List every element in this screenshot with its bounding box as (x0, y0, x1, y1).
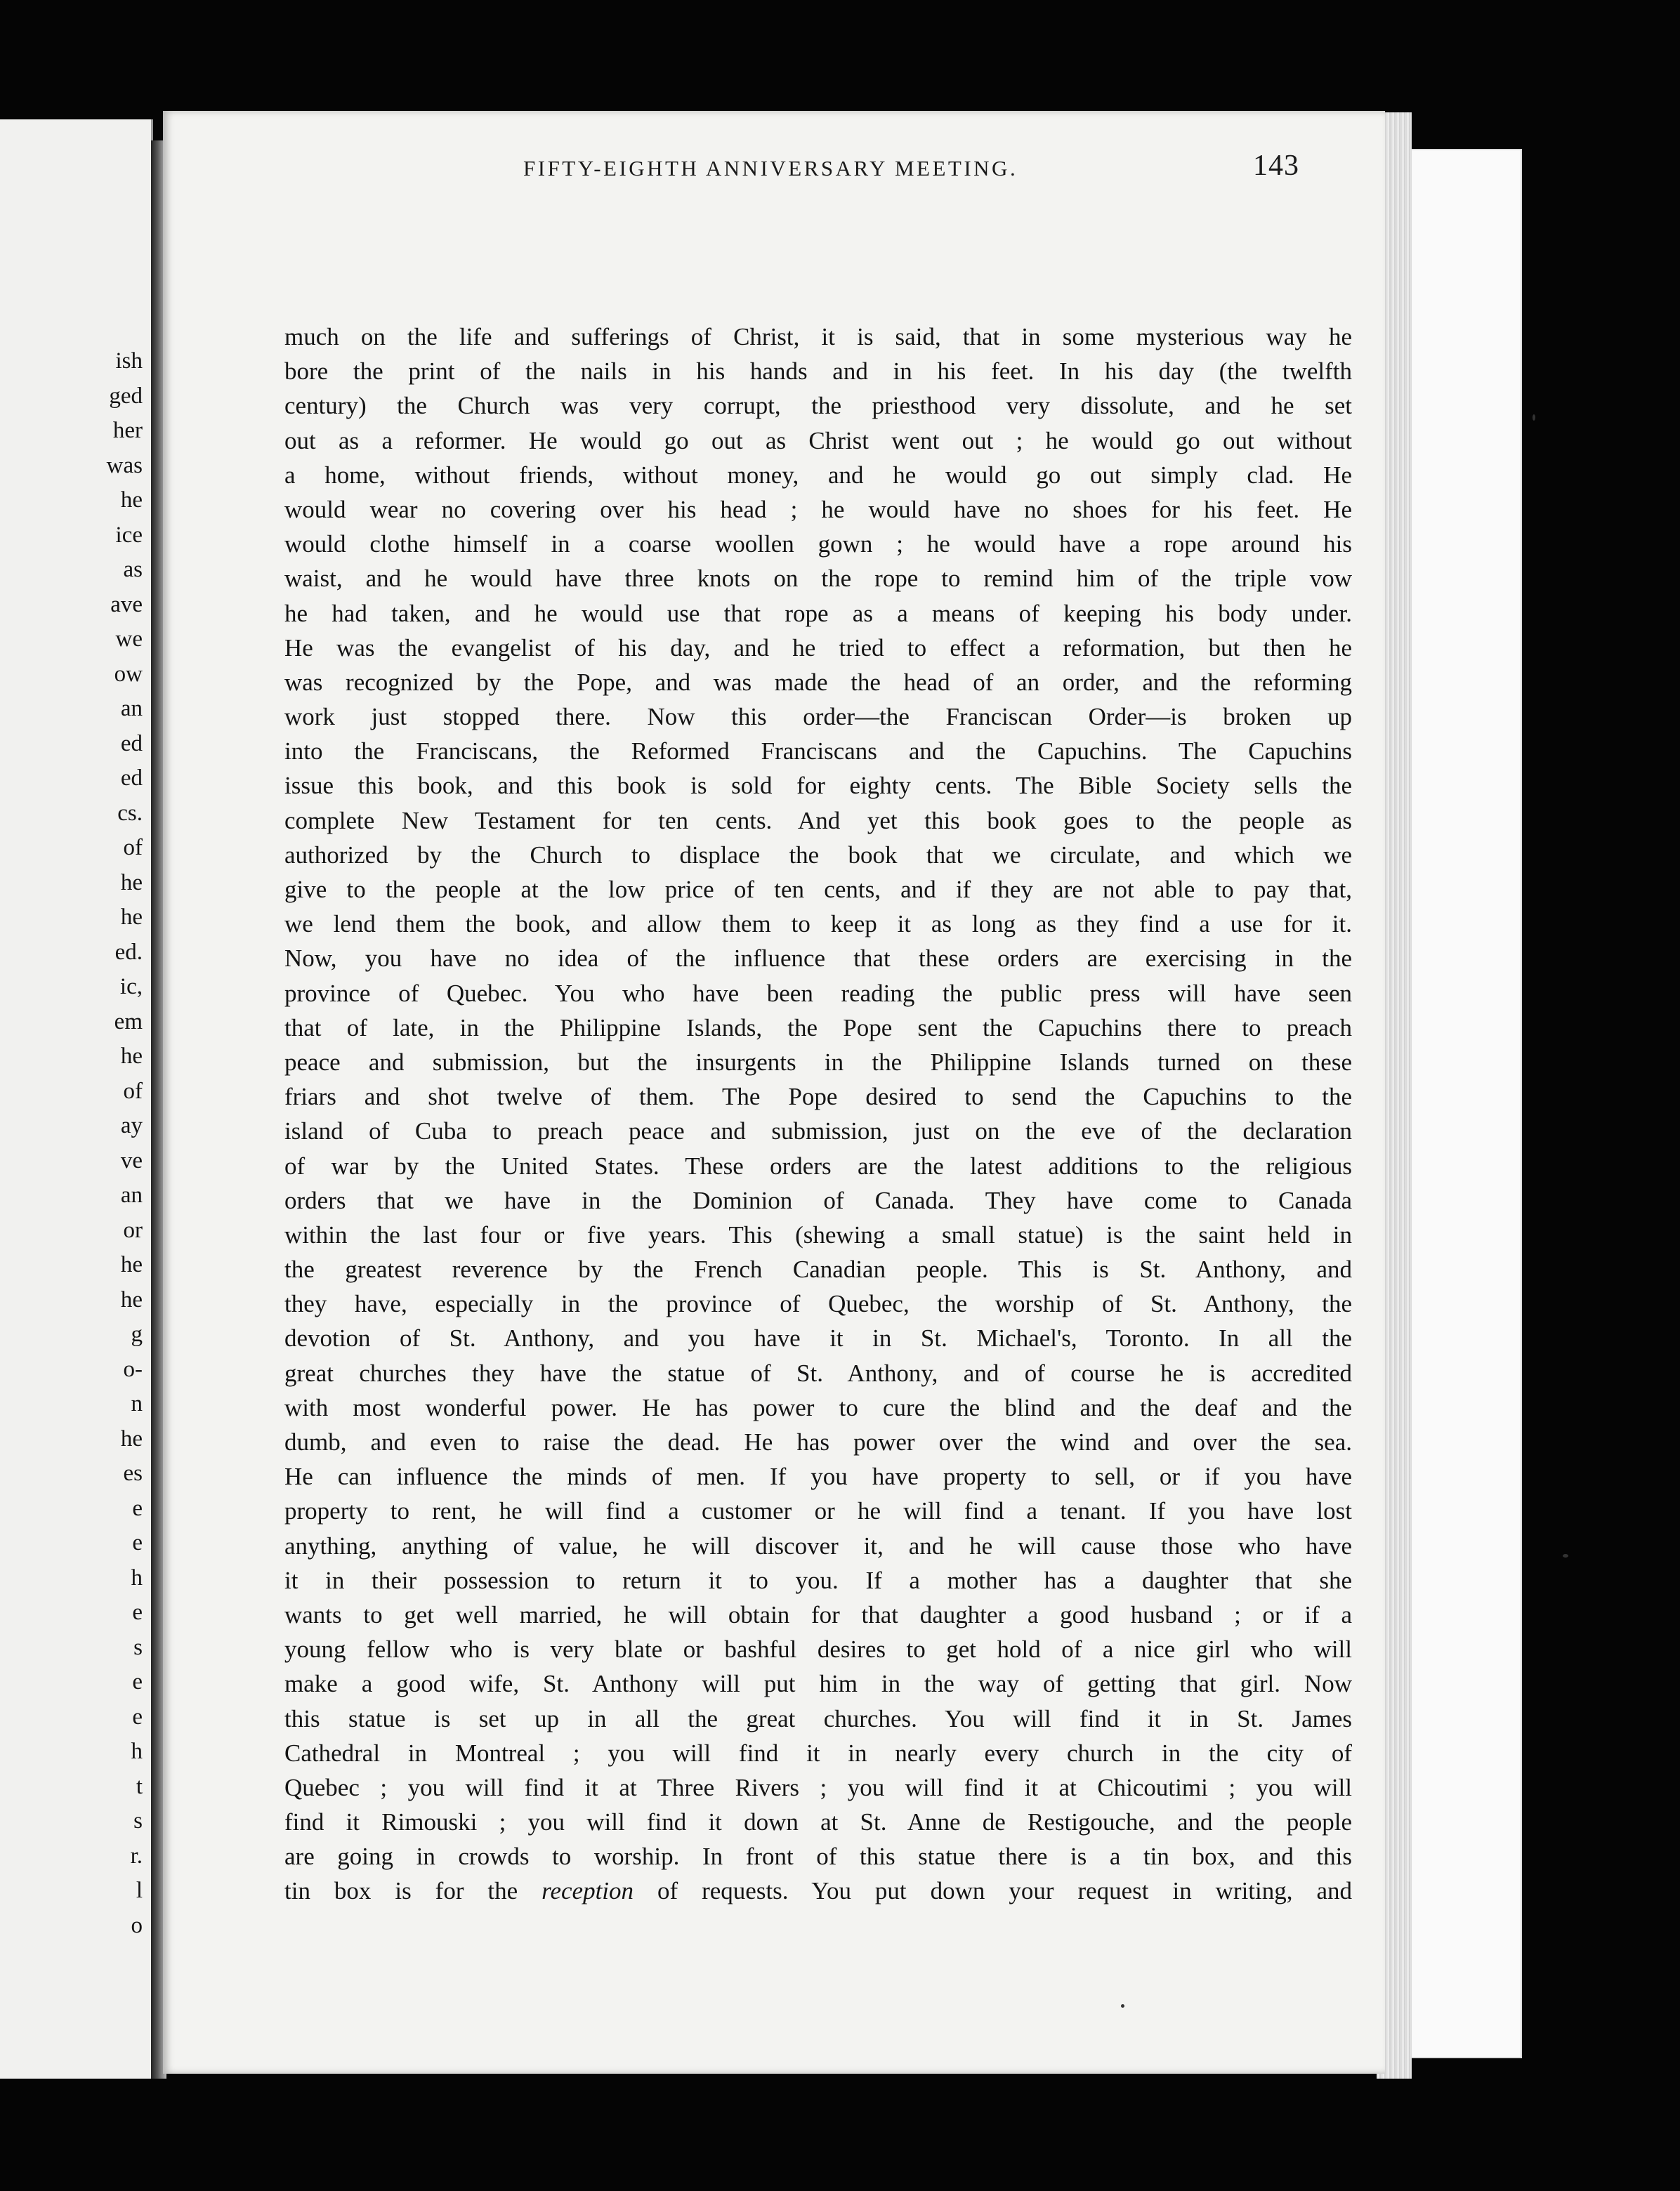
text-line: the greatest reverence by the French Canadian people. This is St. Anthony, and (284, 1256, 1352, 1284)
left-fragment: he (120, 869, 143, 895)
left-fragment: he (120, 1044, 143, 1069)
left-fragment: cs. (117, 800, 143, 826)
left-fragment: we (115, 626, 143, 652)
text-line: wants to get well married, he will obtain for that daughter a good husband ; or if a (284, 1600, 1352, 1629)
left-fragment: t (136, 1773, 143, 1799)
text-line: we lend them the book, and allow them to keep it as long as they find a use for it. (284, 910, 1352, 938)
left-page-text-fragments (107, 344, 143, 1943)
left-fragment: s (133, 1634, 143, 1660)
left-fragment: ed. (114, 939, 143, 965)
text-line: they have, especially in the province of Quebec, the worship of St. Anthony, the (284, 1290, 1352, 1318)
left-fragment: g (131, 1322, 143, 1347)
left-fragment: ic, (119, 974, 143, 999)
running-head: FIFTY-EIGHTH ANNIVERSARY MEETING. (523, 156, 1018, 180)
left-fragment: e (132, 1530, 143, 1555)
body-text (284, 320, 1352, 1909)
left-fragment: h (131, 1739, 143, 1764)
back-page-edge (1401, 149, 1522, 2058)
text-line: young fellow who is very blate or bashful desires to get hold of a nice girl who will (284, 1636, 1352, 1664)
left-fragment: of (123, 1078, 143, 1104)
left-fragment: n (131, 1391, 143, 1416)
text-line: bore the print of the nails in his hands and in his feet. In his day (the twelfth (284, 357, 1352, 386)
text-line: dumb, and even to raise the dead. He has power over the wind and over the sea. (284, 1428, 1352, 1456)
text-line: within the last four or five years. This (shewing a small statue) is the saint held in (284, 1220, 1352, 1249)
left-fragment: em (114, 1008, 143, 1034)
text-line: a home, without friends, without money, and he would go out simply clad. He (284, 461, 1352, 489)
text-line: find it Rimouski ; you will find it down at St. Anne de Restigouche, and the people (284, 1808, 1352, 1836)
final-line-italic-word: reception (542, 1877, 634, 1905)
left-fragment: or (123, 1217, 143, 1243)
left-fragment: ice (115, 522, 143, 548)
text-line: devotion of St. Anthony, and you have it in St. Michael's, Toronto. In all the (284, 1324, 1352, 1353)
text-line-final (284, 1874, 1352, 1908)
left-fragment: e (132, 1704, 143, 1730)
left-fragment: h (131, 1565, 143, 1591)
page-number: 143 (1253, 150, 1299, 182)
left-page-edge (0, 119, 153, 2079)
text-line: province of Quebec. You who have been reading the public press will have seen (284, 979, 1352, 1007)
text-line: waist, and he would have three knots on the rope to remind him of the triple vow (284, 565, 1352, 593)
left-fragment: s (133, 1808, 143, 1834)
left-fragment: he (120, 487, 143, 513)
text-line: he had taken, and he would use that rope as a means of keeping his body under. (284, 599, 1352, 627)
left-fragment: as (123, 557, 143, 582)
text-line: would wear no covering over his head ; he would have no shoes for his feet. He (284, 495, 1352, 523)
left-fragment: ay (120, 1113, 143, 1138)
text-line: island of Cuba to preach peace and submission, just on the eve of the declaration (284, 1117, 1352, 1145)
print-speck (1121, 2004, 1124, 2008)
text-line: authorized by the Church to displace the book that we circulate, and which we (284, 841, 1352, 869)
text-line: century) the Church was very corrupt, the priesthood very dissolute, and he set (284, 392, 1352, 420)
text-line: Cathedral in Montreal ; you will find it in nearly every church in the city of (284, 1739, 1352, 1767)
left-fragment: he (120, 904, 143, 930)
text-line: with most wonderful power. He has power to cure the blind and the deaf and the (284, 1393, 1352, 1421)
left-fragment: her (112, 418, 143, 443)
text-line: peace and submission, but the insurgents in the Philippine Islands turned on these (284, 1048, 1352, 1076)
final-line-end: of requests. You put down your request in writing, and (634, 1877, 1352, 1905)
text-line: that of late, in the Philippine Islands, the Pope sent the Capuchins there to preach (284, 1013, 1352, 1041)
text-line: of war by the United States. These orders are the latest additions to the religious (284, 1152, 1352, 1180)
left-fragment: e (132, 1495, 143, 1521)
left-fragment: es (123, 1461, 143, 1486)
text-line: orders that we have in the Dominion of Canada. They have come to Canada (284, 1186, 1352, 1214)
text-line: into the Franciscans, the Reformed Franciscans and the Capuchins. The Capuchins (284, 737, 1352, 765)
page-header (284, 149, 1299, 191)
left-fragment: an (120, 1183, 143, 1208)
text-line: make a good wife, St. Anthony will put him in the way of getting that girl. Now (284, 1670, 1352, 1698)
text-line: He can influence the minds of men. If you have property to sell, or if you have (284, 1463, 1352, 1491)
left-fragment: ve (120, 1147, 143, 1173)
left-fragment: r. (130, 1843, 143, 1869)
text-line: give to the people at the low price of ten cents, and if they are not able to pay that, (284, 876, 1352, 903)
text-line: would clothe himself in a coarse woollen gown ; he would have a rope around his (284, 530, 1352, 558)
left-fragment: was (106, 452, 143, 478)
text-line: anything, anything of value, he will discover it, and he will cause those who have (284, 1532, 1352, 1560)
text-line: are going in crowds to worship. In front of this statue there is a tin box, and this (284, 1843, 1352, 1871)
text-line: Now, you have no idea of the influence that these orders are exercising in the (284, 945, 1352, 973)
left-fragment: o- (123, 1356, 143, 1382)
text-line: property to rent, he will find a customer or he will find a tenant. If you have lost (284, 1497, 1352, 1525)
text-line: this statue is set up in all the great churches. You will find it in St. James (284, 1704, 1352, 1732)
text-line: friars and shot twelve of them. The Pope desired to send the Capuchins to the (284, 1083, 1352, 1111)
text-line: great churches they have the statue of St. Anthony, and of course he is accredited (284, 1359, 1352, 1387)
print-speck (1563, 1554, 1568, 1558)
text-line: He was the evangelist of his day, and he tried to effect a reformation, but then he (284, 633, 1352, 662)
left-fragment: ed (120, 730, 143, 756)
text-line: was recognized by the Pope, and was made the head of an order, and the reforming (284, 668, 1352, 696)
left-fragment: he (120, 1426, 143, 1452)
left-fragment: o (131, 1912, 143, 1938)
text-line: much on the life and sufferings of Christ, it is said, that in some mysterious way he (284, 323, 1352, 350)
text-line: issue this book, and this book is sold for eighty cents. The Bible Society sells the (284, 772, 1352, 800)
print-speck (1533, 414, 1535, 421)
left-fragment: ed (120, 765, 143, 791)
left-fragment: an (120, 696, 143, 721)
text-line: out as a reformer. He would go out as Christ went out ; he would go out without (284, 426, 1352, 454)
final-line-start: tin box is for the (284, 1877, 542, 1905)
left-fragment: he (120, 1252, 143, 1277)
text-line: it in their possession to return it to you. If a mother has a daughter that she (284, 1566, 1352, 1594)
text-line: Quebec ; you will find it at Three Rivers ; you will find it at Chicoutimi ; you will (284, 1773, 1352, 1801)
left-fragment: ish (115, 348, 143, 374)
left-fragment: ged (109, 383, 143, 409)
left-fragment: e (132, 1669, 143, 1695)
text-line: complete New Testament for ten cents. And yet this book goes to the people as (284, 806, 1352, 834)
left-fragment: he (120, 1287, 143, 1312)
left-fragment: e (132, 1600, 143, 1625)
left-fragment: l (136, 1878, 143, 1903)
left-fragment: ave (110, 591, 143, 617)
text-line: work just stopped there. Now this order—the Franciscan Order—is broken up (284, 703, 1352, 731)
left-fragment: of (123, 835, 143, 860)
left-fragment: ow (114, 661, 143, 687)
